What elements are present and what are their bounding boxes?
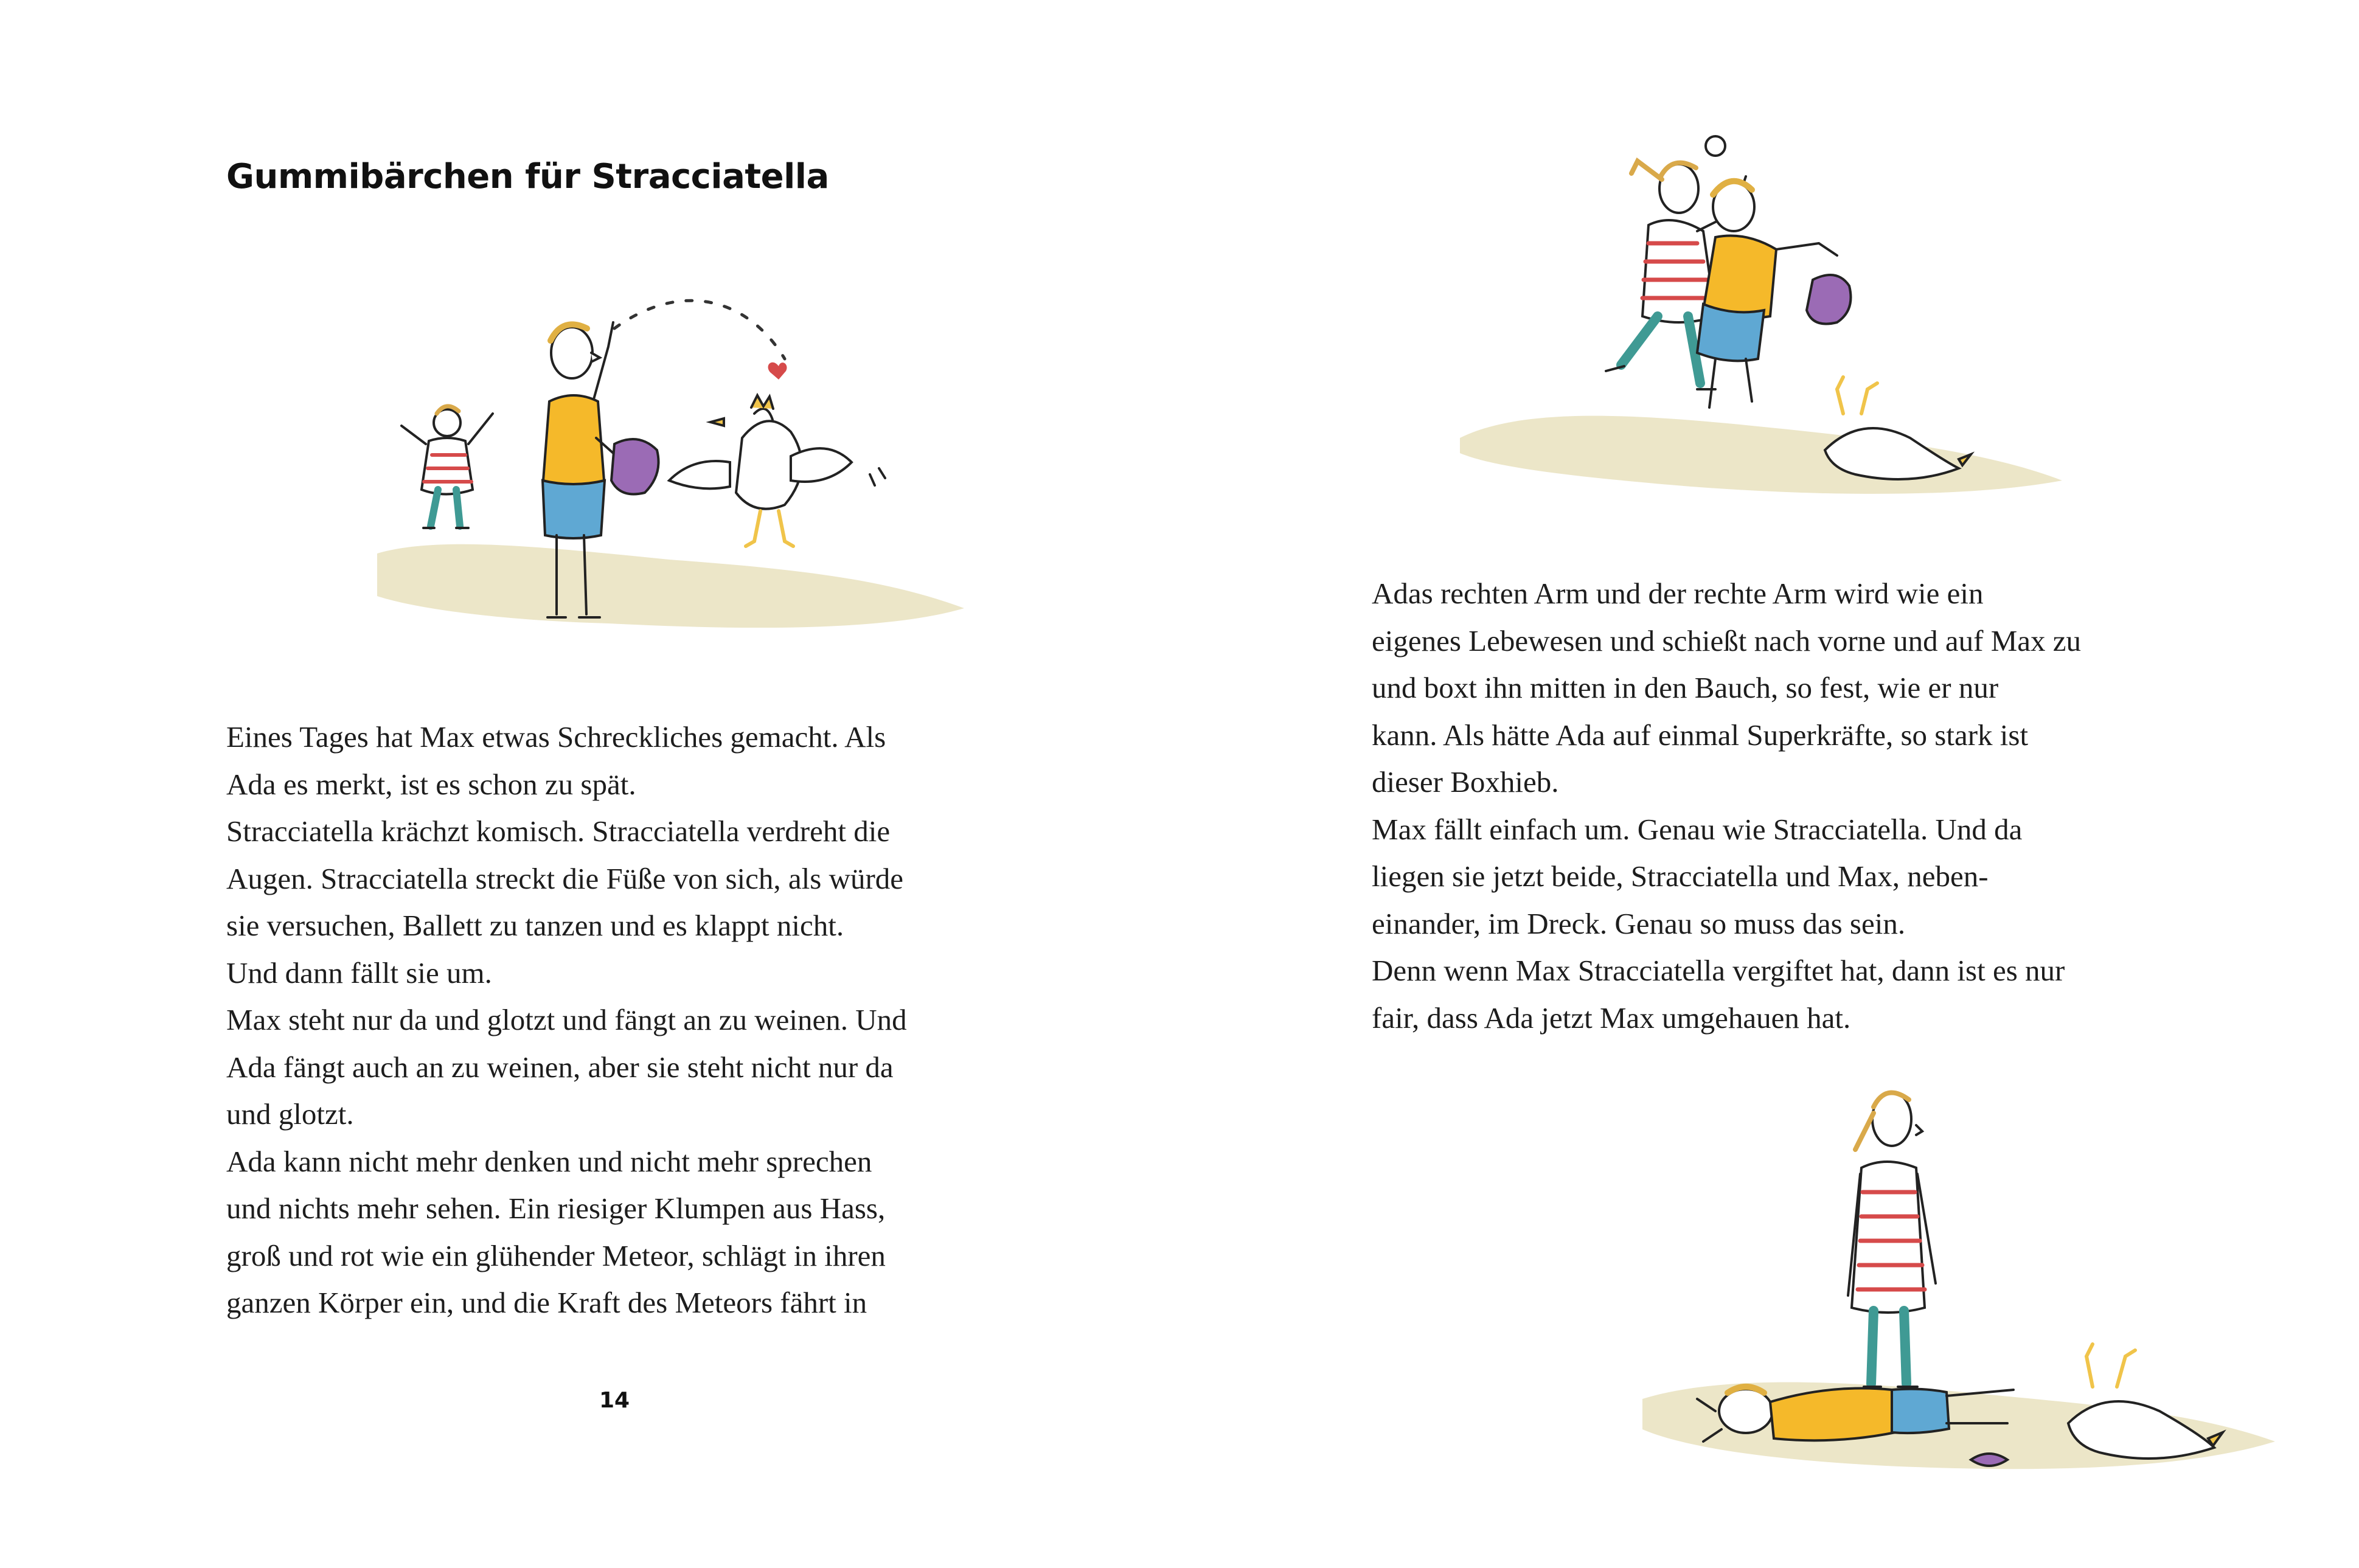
text-line: Eines Tages hat Max etwas Schreckliches gemacht. Als	[226, 720, 886, 754]
text-line: groß und rot wie ein glühender Meteor, schlägt in ihren	[226, 1238, 886, 1272]
text-line: dieser Boxhieb.	[1372, 765, 1559, 799]
text-line: eigenes Lebewesen und schießt nach vorne und auf Max zu	[1372, 623, 2082, 657]
text-line: Und dann fällt sie um.	[226, 956, 492, 990]
text-line: Max fällt einfach um. Genau wie Stracciatella. Und da	[1372, 812, 2023, 846]
chapter-title: Gummibärchen für Stracciatella	[226, 157, 829, 196]
text-line: Augen. Stracciatella streckt die Füße von sich, als würde	[226, 861, 904, 895]
left-body-text	[226, 713, 907, 1327]
illustration-max-lying-down	[1630, 1070, 2287, 1496]
text-line: Ada fängt auch an zu weinen, aber sie steht nicht nur da	[226, 1050, 894, 1084]
text-line: und boxt ihn mitten in den Bauch, so fest, wie er nur	[1372, 671, 1999, 704]
text-line: kann. Als hätte Ada auf einmal Superkräfte, so stark ist	[1372, 718, 2029, 752]
illustration-max-throwing-gummy	[365, 292, 973, 657]
text-line: Denn wenn Max Stracciatella vergiftet hat, dann ist es nur	[1372, 954, 2065, 987]
text-line: Ada es merkt, ist es schon zu spät.	[226, 767, 636, 801]
text-line: und nichts mehr sehen. Ein riesiger Klumpen aus Hass,	[226, 1192, 886, 1225]
right-body-text	[1372, 570, 2081, 1041]
text-line: Ada kann nicht mehr denken und nicht mehr sprechen	[226, 1144, 872, 1178]
text-line: fair, dass Ada jetzt Max umgehauen hat.	[1372, 1001, 1851, 1035]
text-line: liegen sie jetzt beide, Stracciatella und Max, neben-	[1372, 859, 1989, 893]
text-line: Stracciatella krächzt komisch. Stracciatella verdreht die	[226, 814, 891, 848]
text-line: Max steht nur da und glotzt und fängt an zu weinen. Und	[226, 1003, 907, 1036]
text-line: ganzen Körper ein, und die Kraft des Meteors fährt in	[226, 1286, 867, 1319]
text-line: Adas rechten Arm und der rechte Arm wird wie ein	[1372, 577, 1984, 610]
illustration-ada-punching-max	[1448, 122, 2068, 511]
text-line: sie versuchen, Ballett zu tanzen und es klappt nicht.	[226, 909, 844, 942]
page-number: 14	[599, 1388, 630, 1413]
text-line: und glotzt.	[226, 1097, 354, 1131]
text-line: einander, im Dreck. Genau so muss das sein.	[1372, 906, 1906, 940]
